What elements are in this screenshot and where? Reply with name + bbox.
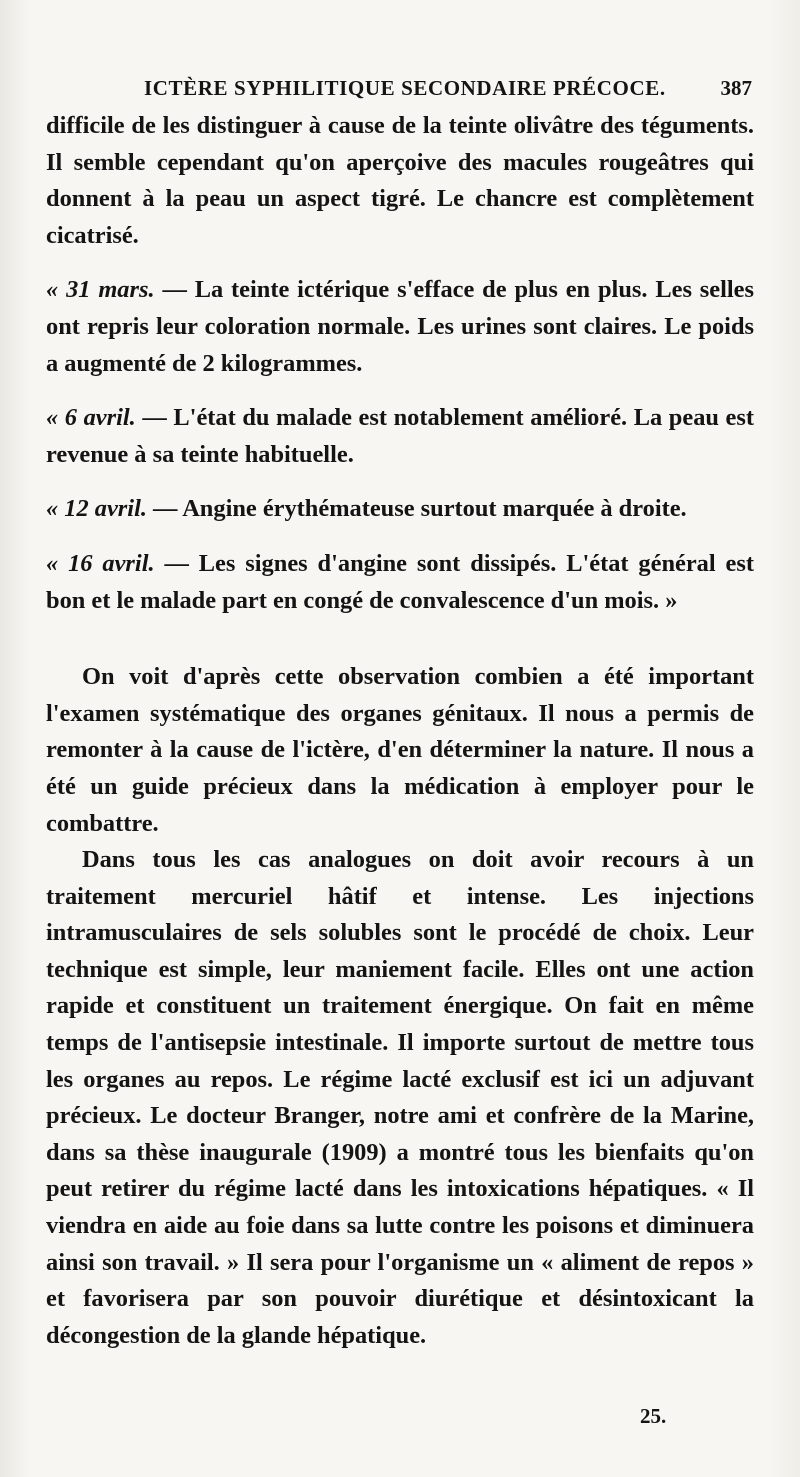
entry-text: — Angine érythémateuse surtout marquée à droite. [146,495,687,523]
paragraph-continuation: difficile de les distinguer à cause de la teinte olivâtre des téguments. Il semble cependant qu'on aperçoive des macules rougeâtres qui donnent à la peau un aspect tigré. Le chancre est complètement cicatrisé. [46,112,754,249]
entry-date: « 12 avril. [46,495,147,523]
entry-text: — Les signes d'angine sont dissipés. L'état général est bon et le malade part en congé de convalescence d'un mois. » [46,549,754,614]
paragraph-treatment: Dans tous les cas analogues on doit avoir recours à un traitement mercuriel hâtif et intense. Les injections intramusculaires de sels solubles sont le procédé de choix. Leur technique est simple, leur maniement facile. Elles ont une action rapide et constituent un traitement énergique. On fait en même temps de l'antisepsie intestinale. Il importe surtout de mettre tous les organes au repos. Le régime lacté exclusif est ici un adjuvant précieux. Le docteur Branger, notre ami et confrère de la Marine, dans sa thèse inaugurale (1909) a montré tous les bienfaits qu'on peut retirer du régime lacté dans les intoxications hépatiques. « Il viendra en aide au foie dans sa lutte contre les poisons et diminuera ainsi son travail. » Il sera pour l'organisme un « aliment de repos » et favorisera par son pouvoir diurétique et désintoxicant la décongestion de la glande hépatique. [46,846,754,1349]
signature-mark: 25. [640,1404,667,1428]
page-header [44,70,756,106]
entry-date: « 16 avril. [46,549,155,577]
page-number: 387 [720,76,752,100]
entry-text: — L'état du malade est notablement amélioré. La peau est revenue à sa teinte habituelle. [46,404,754,468]
diary-entry-12-avril [46,491,754,528]
body-text [46,108,754,1354]
entry-date: « 6 avril. [46,404,136,432]
paragraph-discussion: On voit d'après cette observation combien a été important l'examen systématique des organes génitaux. Il nous a permis de remonter à la cause de l'ictère, d'en déterminer la nature. Il nous a été un guide précieux dans la médication à employer pour le combattre. [46,663,754,837]
entry-date: « 31 mars. [46,276,155,304]
entry-text: — La teinte ictérique s'efface de plus en plus. Les selles ont repris leur coloration normale. Les urines sont claires. Le poids a augmenté de 2 kilogrammes. [46,276,754,377]
diary-entry-6-avril [46,400,754,473]
running-title: ICTÈRE SYPHILITIQUE SECONDAIRE PRÉCOCE. [144,76,666,100]
diary-entry-16-avril [46,546,754,619]
diary-entry-31-mars [46,272,754,382]
